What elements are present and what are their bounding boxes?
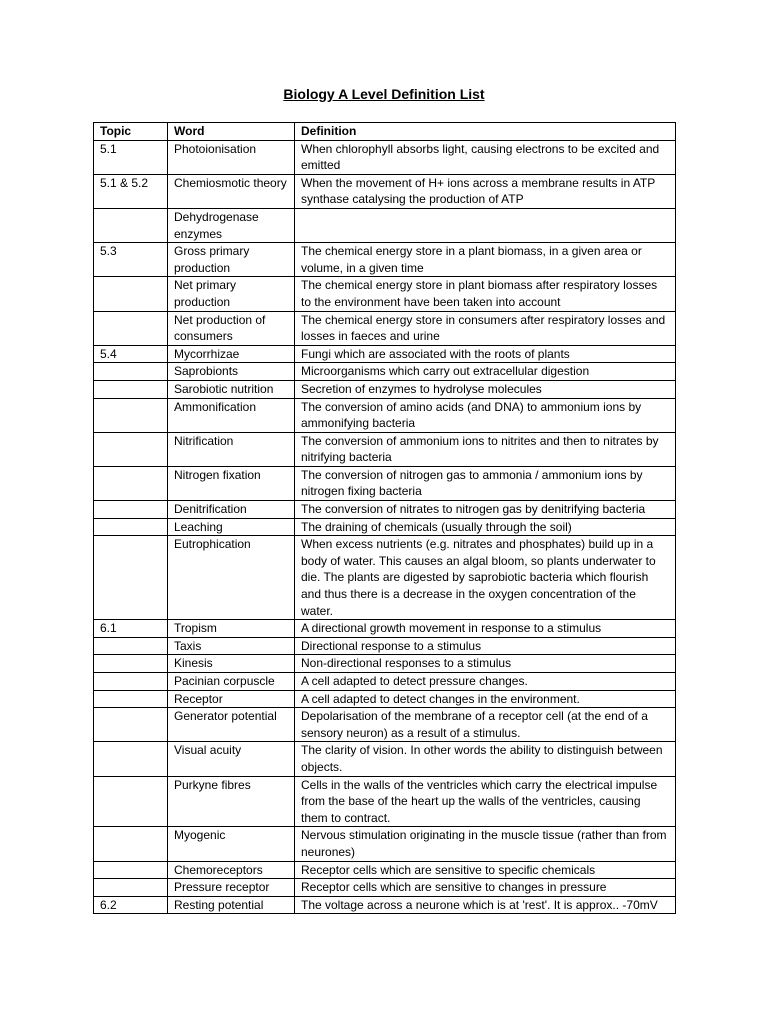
- word-cell: Mycorrhizae: [168, 345, 295, 363]
- topic-cell: [94, 380, 168, 398]
- table-row: [94, 174, 676, 208]
- table-row: [94, 398, 676, 432]
- definition-cell: A cell adapted to detect pressure changes.: [295, 673, 676, 691]
- topic-cell: [94, 466, 168, 500]
- table-row: [94, 655, 676, 673]
- table-row: [94, 501, 676, 519]
- topic-cell: [94, 673, 168, 691]
- topic-cell: [94, 879, 168, 897]
- topic-cell: [94, 776, 168, 827]
- table-body: [94, 140, 676, 914]
- table-row: [94, 742, 676, 776]
- topic-cell: 5.1 & 5.2: [94, 174, 168, 208]
- table-row: [94, 896, 676, 914]
- word-cell: Gross primary production: [168, 243, 295, 277]
- word-cell: Generator potential: [168, 708, 295, 742]
- definition-cell: When the movement of H+ ions across a membrane results in ATP synthase catalysing the production of ATP: [295, 174, 676, 208]
- word-cell: Purkyne fibres: [168, 776, 295, 827]
- table-row: [94, 345, 676, 363]
- definition-cell: The chemical energy store in a plant biomass, in a given area or volume, in a given time: [295, 243, 676, 277]
- word-cell: Chemiosmotic theory: [168, 174, 295, 208]
- table-row: [94, 708, 676, 742]
- topic-cell: [94, 742, 168, 776]
- definition-cell: When excess nutrients (e.g. nitrates and phosphates) build up in a body of water. This causes an algal bloom, so plants underwater to die. The plants are digested by saprobiotic bacteria which flourish and thus there is a decrease in the oxygen concentration of the water.: [295, 536, 676, 620]
- table-row: [94, 208, 676, 242]
- header-topic: Topic: [94, 123, 168, 141]
- definition-cell: When chlorophyll absorbs light, causing electrons to be excited and emitted: [295, 140, 676, 174]
- word-cell: Chemoreceptors: [168, 861, 295, 879]
- table-row: [94, 277, 676, 311]
- definition-cell: The draining of chemicals (usually through the soil): [295, 518, 676, 536]
- definition-cell: A directional growth movement in response to a stimulus: [295, 620, 676, 638]
- table-row: [94, 536, 676, 620]
- word-cell: Net primary production: [168, 277, 295, 311]
- word-cell: Eutrophication: [168, 536, 295, 620]
- definition-cell: The conversion of nitrogen gas to ammonia / ammonium ions by nitrogen fixing bacteria: [295, 466, 676, 500]
- word-cell: Nitrification: [168, 432, 295, 466]
- word-cell: Myogenic: [168, 827, 295, 861]
- definition-cell: Nervous stimulation originating in the muscle tissue (rather than from neurones): [295, 827, 676, 861]
- topic-cell: [94, 501, 168, 519]
- word-cell: Receptor: [168, 690, 295, 708]
- definition-cell: The conversion of amino acids (and DNA) to ammonium ions by ammonifying bacteria: [295, 398, 676, 432]
- word-cell: Resting potential: [168, 896, 295, 914]
- definition-cell: The clarity of vision. In other words the ability to distinguish between objects.: [295, 742, 676, 776]
- definition-cell: Depolarisation of the membrane of a receptor cell (at the end of a sensory neuron) as a result of a stimulus.: [295, 708, 676, 742]
- table-row: [94, 861, 676, 879]
- table-row: [94, 432, 676, 466]
- word-cell: Taxis: [168, 637, 295, 655]
- header-definition: Definition: [295, 123, 676, 141]
- header-word: Word: [168, 123, 295, 141]
- table-header-row: [94, 123, 676, 141]
- topic-cell: [94, 311, 168, 345]
- topic-cell: [94, 398, 168, 432]
- word-cell: Saprobionts: [168, 363, 295, 381]
- topic-cell: [94, 363, 168, 381]
- definition-cell: [295, 208, 676, 242]
- topic-cell: [94, 655, 168, 673]
- definition-cell: The chemical energy store in plant biomass after respiratory losses to the environment have been taken into account: [295, 277, 676, 311]
- table-row: [94, 140, 676, 174]
- topic-cell: 5.4: [94, 345, 168, 363]
- topic-cell: [94, 637, 168, 655]
- table-row: [94, 673, 676, 691]
- table-row: [94, 879, 676, 897]
- page-title: Biology A Level Definition List: [283, 86, 485, 102]
- topic-cell: [94, 861, 168, 879]
- definition-cell: Directional response to a stimulus: [295, 637, 676, 655]
- word-cell: Kinesis: [168, 655, 295, 673]
- topic-cell: [94, 536, 168, 620]
- word-cell: Leaching: [168, 518, 295, 536]
- word-cell: Photoionisation: [168, 140, 295, 174]
- table-row: [94, 380, 676, 398]
- topic-cell: [94, 208, 168, 242]
- topic-cell: [94, 827, 168, 861]
- definition-cell: Microorganisms which carry out extracellular digestion: [295, 363, 676, 381]
- definition-cell: Cells in the walls of the ventricles which carry the electrical impulse from the base of the heart up the walls of the ventricles, causing them to contract.: [295, 776, 676, 827]
- definition-cell: Non-directional responses to a stimulus: [295, 655, 676, 673]
- topic-cell: 6.1: [94, 620, 168, 638]
- definition-cell: The conversion of nitrates to nitrogen gas by denitrifying bacteria: [295, 501, 676, 519]
- word-cell: Sarobiotic nutrition: [168, 380, 295, 398]
- word-cell: Pacinian corpuscle: [168, 673, 295, 691]
- definition-cell: The voltage across a neurone which is at 'rest'. It is approx.. -70mV: [295, 896, 676, 914]
- topic-cell: [94, 708, 168, 742]
- word-cell: Nitrogen fixation: [168, 466, 295, 500]
- definition-cell: The chemical energy store in consumers after respiratory losses and losses in faeces and urine: [295, 311, 676, 345]
- table-row: [94, 311, 676, 345]
- word-cell: Denitrification: [168, 501, 295, 519]
- definition-cell: The conversion of ammonium ions to nitrites and then to nitrates by nitrifying bacteria: [295, 432, 676, 466]
- topic-cell: 5.3: [94, 243, 168, 277]
- topic-cell: [94, 518, 168, 536]
- table-row: [94, 776, 676, 827]
- table-row: [94, 620, 676, 638]
- topic-cell: [94, 432, 168, 466]
- word-cell: Dehydrogenase enzymes: [168, 208, 295, 242]
- word-cell: Net production of consumers: [168, 311, 295, 345]
- word-cell: Tropism: [168, 620, 295, 638]
- topic-cell: 5.1: [94, 140, 168, 174]
- table-row: [94, 690, 676, 708]
- topic-cell: 6.2: [94, 896, 168, 914]
- topic-cell: [94, 690, 168, 708]
- definition-cell: Fungi which are associated with the roots of plants: [295, 345, 676, 363]
- definition-cell: Receptor cells which are sensitive to changes in pressure: [295, 879, 676, 897]
- word-cell: Ammonification: [168, 398, 295, 432]
- word-cell: Visual acuity: [168, 742, 295, 776]
- definition-cell: A cell adapted to detect changes in the environment.: [295, 690, 676, 708]
- table-row: [94, 466, 676, 500]
- table-row: [94, 363, 676, 381]
- definition-table: [93, 122, 676, 914]
- table-row: [94, 827, 676, 861]
- word-cell: Pressure receptor: [168, 879, 295, 897]
- definition-cell: Receptor cells which are sensitive to specific chemicals: [295, 861, 676, 879]
- table-row: [94, 243, 676, 277]
- table-row: [94, 637, 676, 655]
- table-row: [94, 518, 676, 536]
- topic-cell: [94, 277, 168, 311]
- definition-cell: Secretion of enzymes to hydrolyse molecules: [295, 380, 676, 398]
